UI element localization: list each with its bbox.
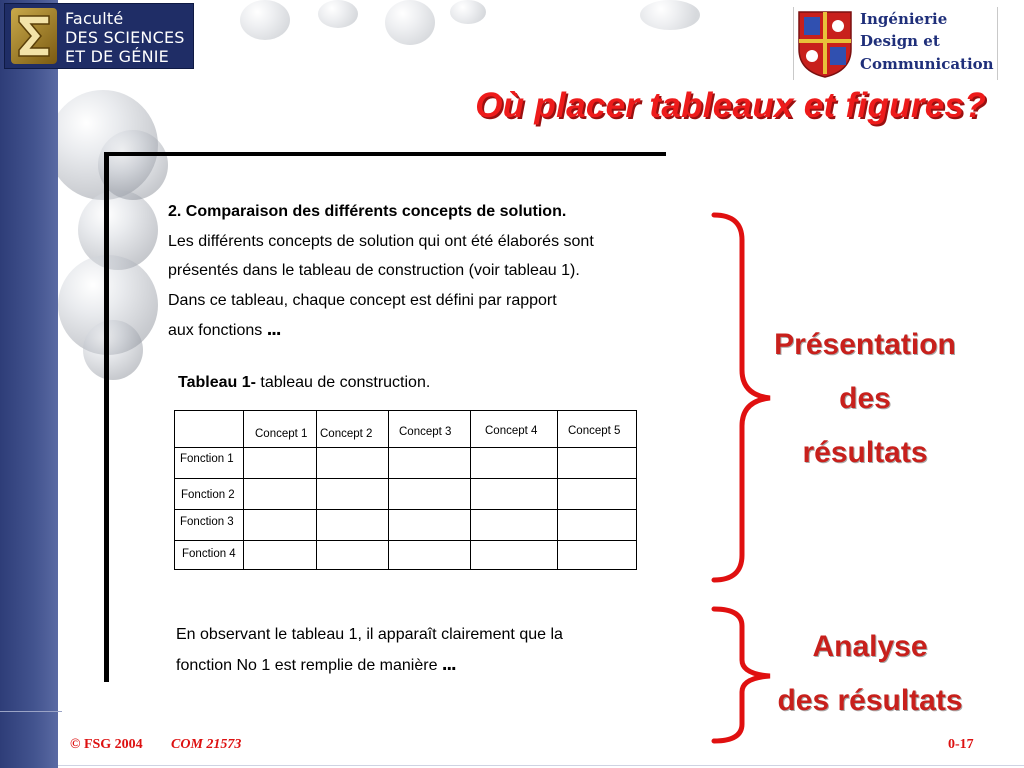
table-header-cell: Concept 5 (568, 425, 621, 437)
decorative-bubble (318, 0, 358, 28)
slide-title: Où placer tableaux et figures? (475, 86, 986, 125)
footer-divider (0, 711, 62, 712)
sigma-icon (11, 8, 57, 64)
ellipsis: ... (441, 652, 456, 675)
department-logo (793, 7, 998, 80)
section-heading: 2. Comparaison des différents concepts de solution. (168, 203, 567, 220)
body-line (168, 315, 708, 346)
table-header-cell: Concept 4 (485, 425, 538, 437)
body-line: Les différents concepts de solution qui ont été élaborés sont (168, 232, 594, 250)
body-line (176, 650, 716, 681)
presentation-label (754, 318, 976, 480)
footer-page-number: 0-17 (948, 737, 974, 752)
construction-table (174, 410, 637, 570)
body-line: présentés dans le tableau de construction (voir tableau 1). (168, 262, 580, 279)
faculty-logo-line-1: Faculté (65, 9, 124, 28)
table-row-label: Fonction 4 (182, 548, 236, 560)
analyse-label (754, 620, 986, 728)
decorative-bubble (240, 0, 290, 40)
presentation-label-line: des (839, 382, 891, 415)
footer-course: COM 21573 (171, 737, 242, 752)
sidebar-band (0, 0, 58, 768)
report-excerpt (168, 197, 708, 346)
analyse-label-line: des résultats (777, 684, 963, 717)
analysis-excerpt (176, 620, 716, 680)
ellipsis: ... (266, 318, 281, 340)
table-header-cell: Concept 3 (399, 426, 452, 438)
caption-text: tableau de construction. (255, 374, 431, 391)
table-header-cell: Concept 2 (320, 428, 373, 440)
analyse-label-line: Analyse (812, 630, 928, 663)
decorative-bubble (385, 0, 435, 45)
coat-of-arms-icon (796, 9, 854, 79)
decorative-bubble (450, 0, 486, 24)
department-logo-line-2: Design et (860, 32, 940, 50)
presentation-label-line: résultats (802, 436, 928, 469)
faculty-logo-line-2: DES SCIENCES (65, 28, 185, 47)
caption-label: Tableau 1- (178, 374, 256, 391)
presentation-label-line: Présentation (774, 328, 956, 361)
body-line-text: fonction No 1 est remplie de manière (176, 656, 438, 674)
department-logo-line-3: Communication (860, 55, 994, 73)
top-rule (106, 152, 666, 156)
faculty-logo-line-3: ET DE GÉNIE (65, 47, 169, 66)
table-header-cell: Concept 1 (255, 428, 308, 440)
left-rule (104, 152, 109, 682)
body-line: Dans ce tableau, chaque concept est défini par rapport (168, 291, 557, 309)
faculty-logo (4, 3, 194, 69)
footer-rule (58, 765, 1024, 766)
table-caption (178, 374, 430, 392)
body-line: En observant le tableau 1, il apparaît clairement que la (176, 626, 563, 643)
department-logo-line-1: Ingénierie (860, 10, 948, 28)
body-line-text: aux fonctions (168, 322, 263, 339)
table-row-label: Fonction 2 (181, 489, 235, 501)
decorative-bubble (640, 0, 700, 30)
footer-copyright: © FSG 2004 (70, 737, 143, 752)
table-row-label: Fonction 3 (180, 516, 234, 528)
table-row-label: Fonction 1 (180, 453, 234, 465)
